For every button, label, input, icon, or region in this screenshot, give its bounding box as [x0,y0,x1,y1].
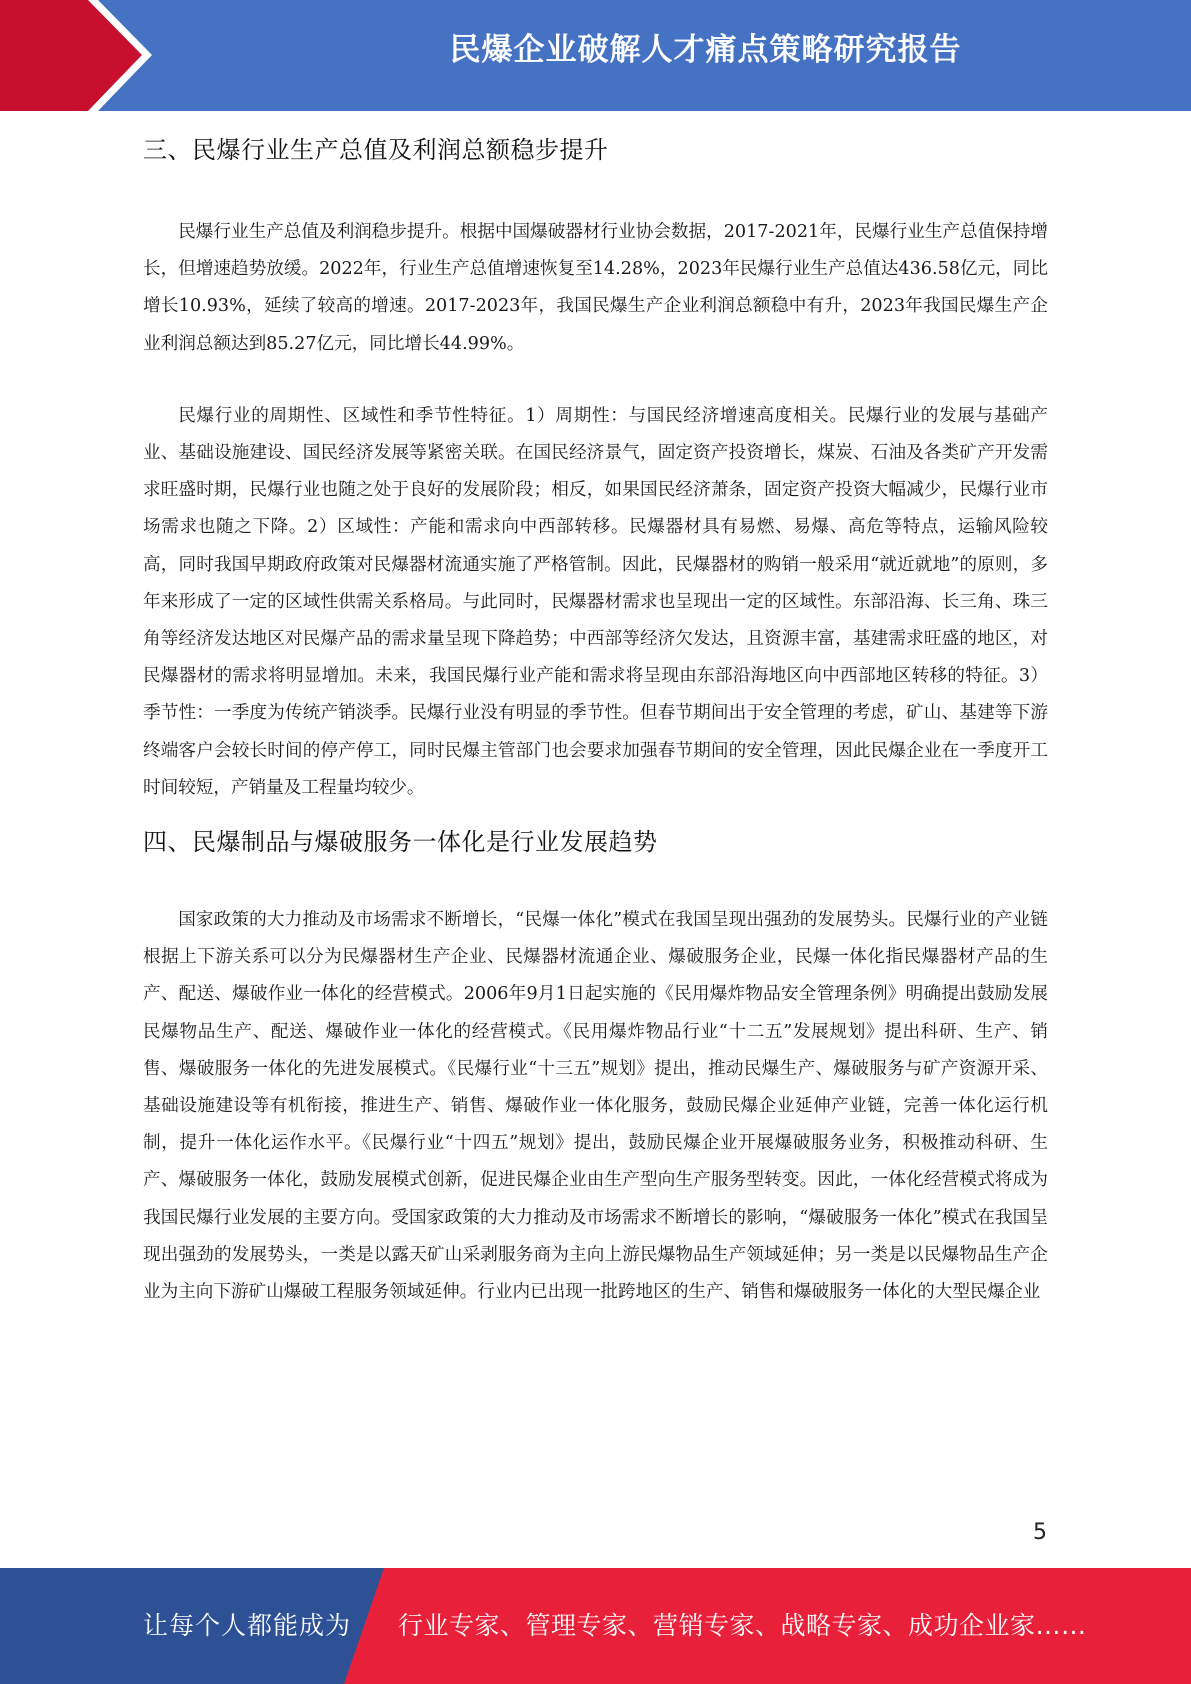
report-title: 民爆企业破解人才痛点策略研究报告 [449,32,962,68]
header-banner [0,0,1191,111]
body-paragraph: 民爆行业的周期性、区域性和季节性特征。1）周期性：与国民经济增速高度相关。民爆行业的发展与基础产业、基础设施建设、国民经济发展等紧密关联。在国民经济景气，固定资产投资增长，煤炭、石油及各类矿产开发需求旺盛时期，民爆行业也随之处于良好的发展阶段；相反，如果国民经济萧条，固定资产投资大幅减少，民爆行业市场需求也随之下降。2）区域性：产能和需求向中西部转移。民爆器材具有易燃、易爆、高危等特点，运输风险较高，同时我国早期政府政策对民爆器材流通实施了严格管制。因此，民爆器材的购销一般采用“就近就地”的原则，多年来形成了一定的区域性供需关系格局。与此同时，民爆器材需求也呈现出一定的区域性。东部沿海、长三角、珠三角等经济发达地区对民爆产品的需求量呈现下降趋势；中西部等经济欠发达，且资源丰富，基建需求旺盛的地区，对民爆器材的需求将明显增加。未来，我国民爆行业产能和需求将呈现由东部沿海地区向中西部地区转移的特征。3）季节性：一季度为传统产销淡季。民爆行业没有明显的季节性。但春节期间出于安全管理的考虑，矿山、基建等下游终端客户会较长时间的停产停工，同时民爆主管部门也会要求加强春节期间的安全管理，因此民爆企业在一季度开工时间较短，产销量及工程量均较少。 [143,405,1048,798]
page-number: 5 [1033,1520,1047,1545]
section-heading: 四、民爆制品与爆破服务一体化是行业发展趋势 [143,828,658,857]
body-paragraph: 国家政策的大力推动及市场需求不断增长，“民爆一体化”模式在我国呈现出强劲的发展势头。民爆行业的产业链根据上下游关系可以分为民爆器材生产企业、民爆器材流通企业、爆破服务企业，民爆一体化指民爆器材产品的生产、配送、爆破作业一体化的经营模式。2006年9月1日起实施的《民用爆炸物品安全管理条例》明确提出鼓励发展民爆物品生产、配送、爆破作业一体化的经营模式。《民用爆炸物品行业“十二五”发展规划》提出科研、生产、销售、爆破服务一体化的先进发展模式。《民爆行业“十三五”规划》提出，推动民爆生产、爆破服务与矿产资源开采、基础设施建设等有机衔接，推进生产、销售、爆破作业一体化服务，鼓励民爆企业延伸产业链，完善一体化运行机制，提升一体化运作水平。《民爆行业“十四五”规划》提出，鼓励民爆企业开展爆破服务业务，积极推动科研、生产、爆破服务一体化，鼓励发展模式创新，促进民爆企业由生产型向生产服务型转变。因此，一体化经营模式将成为我国民爆行业发展的主要方向。受国家政策的大力推动及市场需求不断增长的影响，“爆破服务一体化”模式在我国呈现出强劲的发展势头，一类是以露天矿山采剥服务商为主向上游民爆物品生产领域延伸；另一类是以民爆物品生产企业为主向下游矿山爆破工程服务领域延伸。行业内已出现一批跨地区的生产、销售和爆破服务一体化的大型民爆企业 [143,910,1048,1303]
chevron-arrow-icon [0,0,160,111]
section-heading: 三、民爆行业生产总值及利润总额稳步提升 [143,136,609,164]
footer-slogan-right: 行业专家、管理专家、营销专家、战略专家、成功企业家…… [398,1611,1087,1640]
footer-banner [0,1568,1191,1684]
document-body [143,128,1048,1311]
body-paragraph: 民爆行业生产总值及利润稳步提升。根据中国爆破器材行业协会数据，2017-2021年，民爆行业生产总值保持增长，但增速趋势放缓。2022年，行业生产总值增速恢复至14.28%，2023年民爆行业生产总值达436.58亿元，同比增长10.93%，延续了较高的增速。2017-2023年，我国民爆生产企业利润总额稳中有升，2023年我国民爆生产企业利润总额达到85.27亿元，同比增长44.99%。 [143,222,1048,354]
footer-slogan-left: 让每个人都能成为 [143,1611,352,1640]
